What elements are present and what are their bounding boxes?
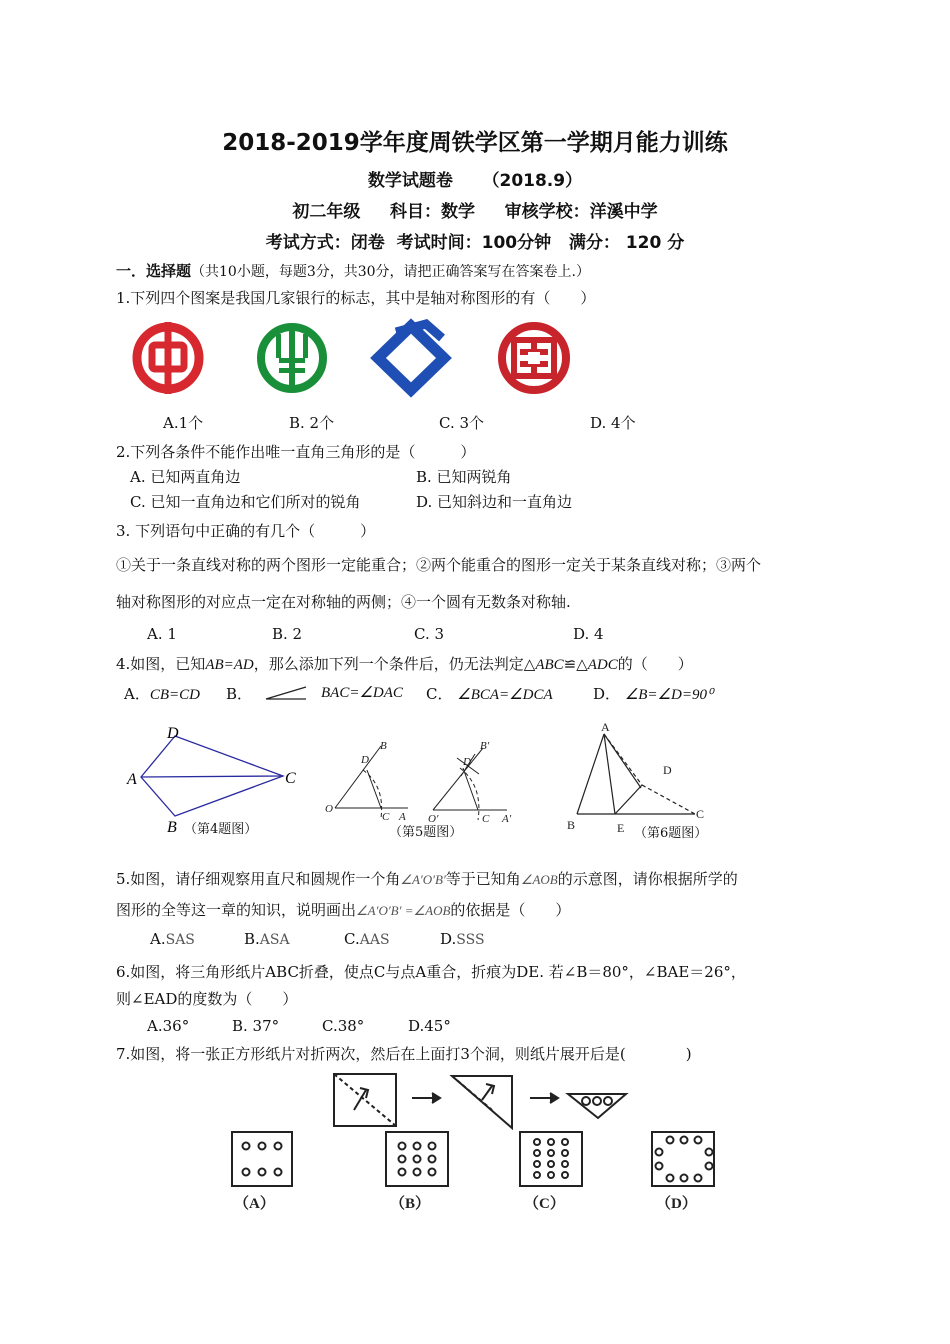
q1-option-c: C. 3个 (439, 414, 485, 432)
fig6-caption: （第6题图） (634, 826, 708, 841)
q3-option-d: D. 4 (573, 625, 604, 643)
q3-stem: 3. 下列语句中正确的有几个（ ） (116, 522, 376, 540)
q1-option-b: B. 2个 (289, 414, 335, 432)
exam-time: 考试时间：100分钟 (396, 233, 552, 253)
q5-option-a (150, 930, 195, 948)
label-B: B (380, 740, 387, 752)
q5-a-text: SAS (165, 932, 195, 948)
angle-symbol-icon (262, 684, 310, 702)
q3-option-a: A. 1 (147, 625, 177, 643)
q4-d-label: D． (593, 685, 621, 703)
q5-d-letter: D. (440, 930, 457, 948)
agricultural-bank-logo (261, 327, 323, 390)
bank-of-china-logo (137, 322, 199, 394)
q5-l2-pre: 图形的全等这一章的知识，说明画出 (116, 901, 357, 919)
full-score: 满分： 120 分 (568, 233, 685, 253)
exam-rules-row (0, 228, 950, 253)
exam-mode: 考试方式：闭卷 (265, 233, 385, 253)
q4-option-b (226, 683, 252, 704)
q4-stem (116, 653, 693, 674)
q5-c-letter: C. (344, 930, 360, 948)
icbc-logo (502, 326, 566, 390)
exam-title: 2018-2019学年度周铁学区第一学期月能力训练 (222, 130, 728, 156)
q4-stem-pre: 4.如图，已知 (116, 655, 206, 673)
figure-q6-labels (567, 720, 704, 835)
label-D: D (463, 756, 471, 768)
q5-line1 (116, 868, 738, 889)
q2-option-c: C. 已知一直角边和它们所对的锐角 (130, 493, 361, 511)
q5-option-c (344, 930, 390, 948)
label-E: E (617, 821, 625, 835)
q2-option-d: D. 已知斜边和一直角边 (416, 493, 573, 511)
label-C: C (482, 813, 490, 825)
q4-cong: ≌△ (563, 655, 588, 673)
subject-label: 科目：数学 (390, 202, 475, 222)
label-D: （D） (656, 1196, 697, 1212)
label-A: A (601, 720, 610, 734)
subtitle-text: 数学试题卷 (367, 171, 453, 191)
grade-label: 初二年级 (292, 202, 361, 222)
q4-given: AB=AD (205, 657, 254, 673)
exam-date: （2018.9） (482, 171, 583, 191)
q5-option-b (244, 930, 290, 948)
q5-b-text: ASA (259, 932, 290, 948)
q5-l2-post: 的依据是（ ） (450, 901, 571, 919)
q4-c-text: ∠BCA=∠DCA (457, 687, 553, 703)
q4-stem-post: 的（ ） (617, 655, 693, 673)
answer-labels (234, 1194, 697, 1212)
figure-q6-triangle (577, 734, 695, 814)
section-label: 一．选择题 (116, 262, 192, 280)
label-D: D (663, 763, 672, 777)
q6-option-d: D.45° (408, 1017, 451, 1035)
label-Ap: A′ (502, 813, 512, 825)
label-A: A (127, 771, 137, 788)
label-C: C (285, 770, 296, 787)
label-C: （C） (524, 1196, 565, 1212)
q6-line2: 则∠EAD的度数为（ ） (116, 990, 298, 1008)
q2-stem: 2.下列各条件不能作出唯一直角三角形的是（ ） (116, 443, 476, 461)
label-B: B (567, 818, 576, 832)
q3-body-line2: 轴对称图形的对应点一定在对称轴的两侧；④一个圆有无数条对称轴. (116, 593, 571, 611)
q4-stem-mid: ，那么添加下列一个条件后，仍无法判定△ (253, 655, 536, 673)
exam-subtitle (0, 166, 950, 191)
q5-c-text: AAS (359, 932, 390, 948)
section-note: （共10小题，每题3分，共30分，请把正确答案写在答案卷上.） (191, 264, 591, 280)
q5-l1-post: 的示意图，请你根据所学的 (557, 870, 738, 888)
q1-option-d: D. 4个 (590, 414, 636, 432)
q6-option-b: B. 37° (232, 1017, 280, 1035)
label-D: D (361, 754, 369, 766)
figure-q5-labels (325, 740, 512, 825)
label-O: O (325, 803, 333, 815)
fig4-caption: （第4题图） (184, 822, 258, 837)
q1-option-a: A.1个 (163, 414, 204, 432)
q5-equation: ∠A′O′B′ =∠AOB (356, 903, 451, 918)
q5-d-text: SSS (456, 932, 485, 948)
fig5-caption: （第5题图） (389, 825, 463, 840)
q5-line2 (116, 899, 570, 920)
q4-tri2: ADC (587, 657, 618, 673)
q4-c-label: C． (426, 685, 453, 703)
label-D: D (167, 725, 179, 742)
label-B: B (167, 819, 177, 836)
section-heading (116, 260, 590, 281)
q3-option-c: C. 3 (414, 625, 445, 643)
figure-q7-folding (226, 1070, 716, 1218)
q4-b-text: BAC=∠DAC (321, 685, 403, 701)
q2-option-a: A. 已知两直角边 (130, 468, 241, 486)
q4-option-a (124, 683, 200, 704)
exam-info-row (0, 197, 950, 222)
folding-steps (334, 1074, 626, 1128)
q5-option-d (440, 930, 485, 948)
school-label: 审核学校：洋溪中学 (504, 202, 658, 222)
q4-d-text: ∠B=∠D=90⁰ (624, 687, 713, 703)
label-C: C (696, 807, 705, 821)
q4-a-text: CB=CD (149, 687, 200, 703)
q3-option-b: B. 2 (272, 625, 303, 643)
q7-stem: 7.如图，将一张正方形纸片对折两次，然后在上面打3个洞，则纸片展开后是( ) (116, 1045, 692, 1063)
q4-option-c (426, 683, 553, 704)
q4-a-label: A． (124, 685, 150, 703)
label-C: C (382, 811, 390, 823)
label-A: （A） (234, 1196, 275, 1212)
answer-options (232, 1132, 714, 1186)
q5-angle1: ∠A′O′B′ (400, 872, 446, 887)
communications-bank-logo (378, 324, 444, 390)
q4-tri1: ABC (535, 657, 564, 673)
q5-a-letter: A. (150, 930, 166, 948)
q5-l1-pre: 5.如图，请仔细观察用直尺和圆规作一个角 (116, 870, 401, 888)
q6-option-a: A.36° (147, 1017, 190, 1035)
q1-stem: 1.下列四个图案是我国几家银行的标志，其中是轴对称图形的有（ ） (116, 289, 596, 307)
q3-body-line1: ①关于一条直线对称的两个图形一定能重合；②两个能重合的图形一定关于某条直线对称；③两个 (116, 556, 762, 574)
label-Bp: B′ (480, 740, 490, 752)
label-B: （B） (390, 1196, 431, 1212)
q5-b-letter: B. (244, 930, 260, 948)
q5-l1-mid: 等于已知角 (445, 870, 521, 888)
q4-b-label: B． (226, 685, 253, 703)
q2-option-b: B. 已知两锐角 (416, 468, 512, 486)
q6-line1: 6.如图，将三角形纸片ABC折叠，使点C与点A重合，折痕为DE. 若∠B＝80°，∠BAE＝26°， (116, 963, 746, 981)
label-Op: O′ (428, 813, 439, 825)
q6-option-c: C.38° (322, 1017, 365, 1035)
bank-logos (126, 318, 586, 400)
label-A: A (399, 811, 406, 823)
q5-angle2: ∠AOB (520, 872, 558, 887)
q4-option-d (593, 683, 713, 704)
